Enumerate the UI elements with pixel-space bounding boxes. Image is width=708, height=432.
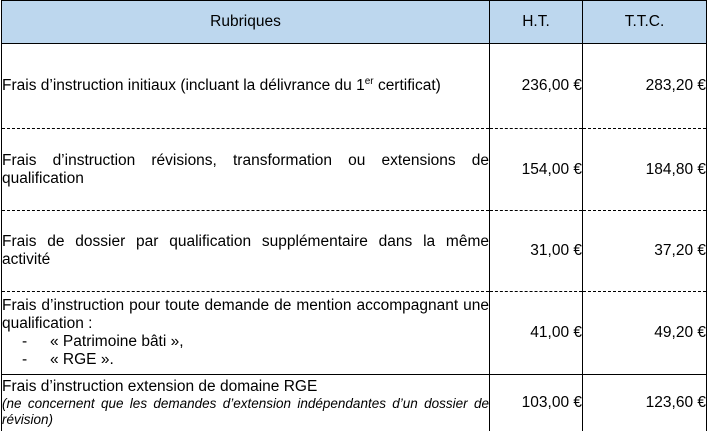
- list-item: [2, 333, 489, 351]
- table-row: [2, 375, 707, 431]
- table-row: [2, 129, 707, 211]
- header-ht: H.T.: [490, 1, 583, 44]
- row-text: Frais d’instruction pour toute demande de mention accompagnant une qualification :: [2, 297, 489, 332]
- table-header-row: [2, 1, 707, 44]
- header-ttc: T.T.C.: [583, 1, 707, 44]
- list-dash: -: [22, 333, 28, 350]
- row-description: Frais de dossier par qualification supplémentaire dans la même activité: [2, 211, 490, 292]
- row-ttc: 123,60 €: [583, 375, 707, 431]
- row-ht: 236,00 €: [490, 44, 583, 129]
- row-superscript: er: [364, 76, 374, 87]
- row-ttc: 184,80 €: [583, 129, 707, 211]
- row-note: (ne concernent que les demandes d’extension indépendantes d’un dossier de révision): [2, 395, 489, 427]
- header-rubriques: Rubriques: [2, 1, 490, 44]
- row-text: Frais d’instruction initiaux (incluant la délivrance du 1: [2, 77, 365, 94]
- row-ttc: 283,20 €: [583, 44, 707, 129]
- list-label: « RGE ».: [50, 351, 114, 368]
- row-ht: 103,00 €: [490, 375, 583, 431]
- fees-table: [1, 0, 707, 431]
- row-ht: 154,00 €: [490, 129, 583, 211]
- list-item: [2, 351, 489, 369]
- row-ht: 41,00 €: [490, 292, 583, 375]
- table-row: [2, 44, 707, 129]
- table-row: [2, 292, 707, 375]
- row-ht: 31,00 €: [490, 211, 583, 292]
- row-text: Frais d’instruction extension de domaine RGE: [2, 377, 318, 395]
- list-label: « Patrimoine bâti »,: [50, 333, 184, 350]
- row-description: [2, 292, 490, 375]
- row-ttc: 49,20 €: [583, 292, 707, 375]
- row-text-after: certificat): [377, 77, 441, 94]
- row-description: [2, 44, 490, 129]
- table-row: [2, 211, 707, 292]
- row-description: [2, 375, 490, 431]
- row-description: Frais d’instruction révisions, transformation ou extensions de qualification: [2, 129, 490, 211]
- list-dash: -: [22, 351, 28, 368]
- row-ttc: 37,20 €: [583, 211, 707, 292]
